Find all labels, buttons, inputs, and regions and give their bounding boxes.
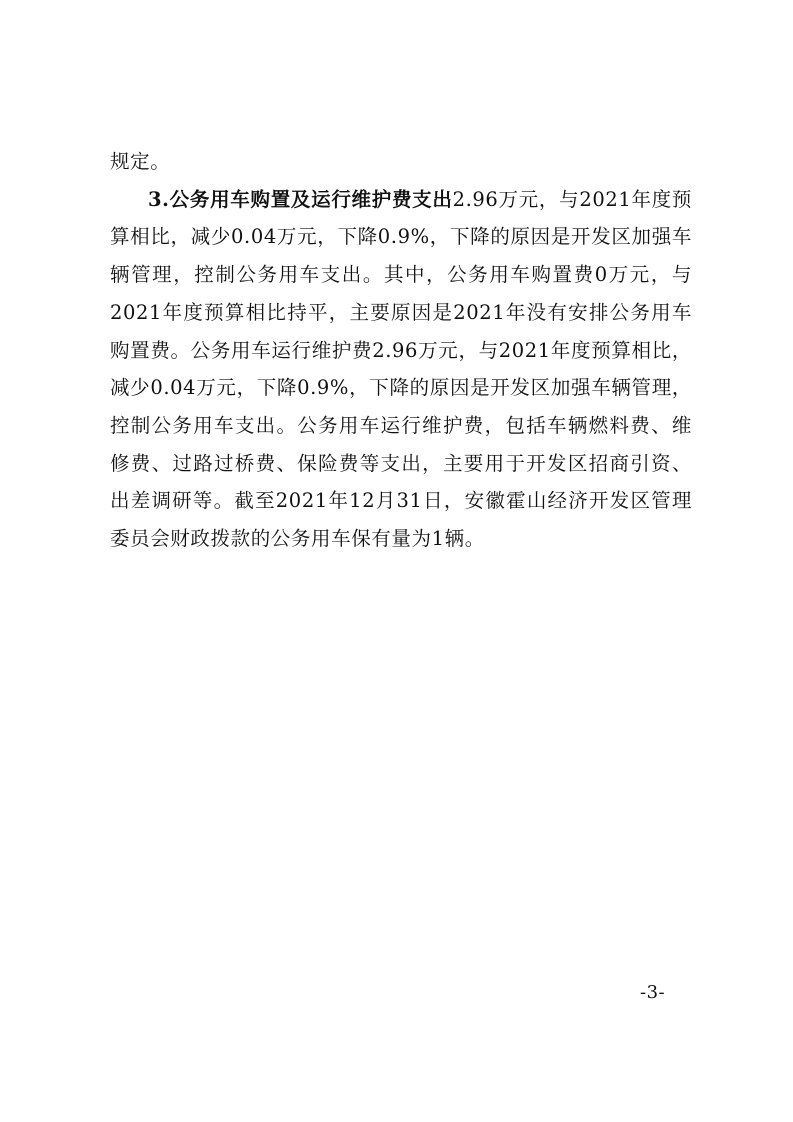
document-body	[110, 143, 692, 558]
page-number: -3-	[640, 982, 666, 1003]
paragraph-text: 规定。	[110, 150, 171, 173]
paragraph-text: 2.96万元，与2021年度预算相比，减少0.04万元，下降0.9%，下降的原因是开发区加强车辆管理，控制公务用车支出。其中，公务用车购置费0万元，与2021年度预算相比持平，主要原因是2021年没有安排公务用车购置费。公务用车运行维护费2.96万元，与2021年度预算相比，减少0.04万元，下降0.9%，下降的原因是开发区加强车辆管理，控制公务用车支出。公务用车运行维护费，包括车辆燃料费、维修费、过路过桥费、保险费等支出，主要用于开发区招商引资、出差调研等。截至2021年12月31日，安徽霍山经济开发区管理委员会财政拨款的公务用车保有量为1辆。	[110, 187, 692, 551]
paragraph-vehicle-expenditure	[110, 181, 692, 558]
section-heading: 3.公务用车购置及运行维护费支出	[148, 187, 453, 211]
paragraph-continuation	[110, 143, 692, 181]
